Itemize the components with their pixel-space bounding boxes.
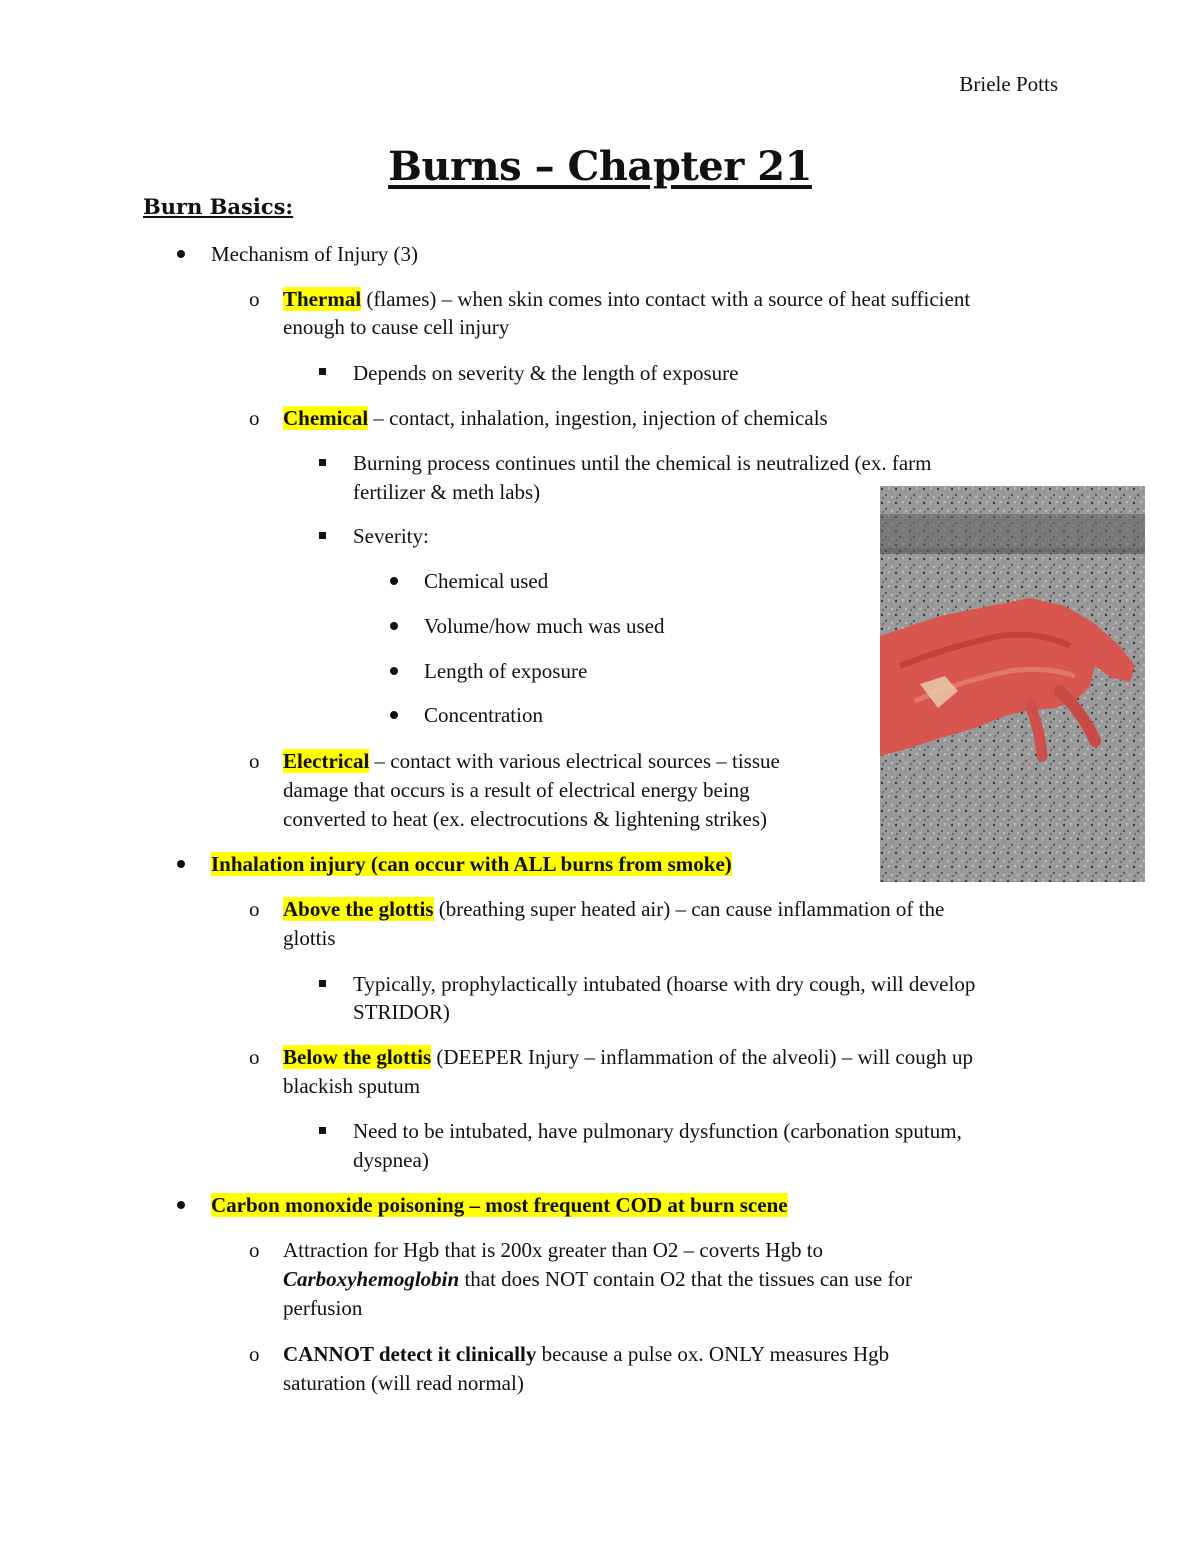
carboxyhemoglobin-term: Carboxyhemoglobin [283, 1267, 460, 1291]
bullet-circle: o [249, 897, 260, 921]
bullet-square [319, 980, 326, 987]
co-item2-desc: because a pulse ox. ONLY measures Hgb [536, 1342, 890, 1366]
bullet-dot [390, 667, 398, 675]
electrical-desc-cont: converted to heat (ex. electrocutions & lightening strikes) [283, 807, 768, 831]
electrical-term: Electrical [283, 749, 370, 773]
above-glottis-sub-cont: STRIDOR) [353, 1000, 450, 1024]
chemical-severity: Severity: [353, 524, 429, 548]
bullet-square [319, 459, 326, 466]
burned-hand-photo [880, 486, 1145, 882]
bullet-dot [390, 577, 398, 585]
below-glottis-desc-cont: blackish sputum [283, 1074, 421, 1098]
above-glottis-term: Above the glottis [283, 897, 434, 921]
thermal-item [283, 285, 970, 314]
severity-factor: Chemical used [424, 569, 549, 593]
bullet-square [319, 532, 326, 539]
thermal-term: Thermal [283, 287, 362, 311]
bullet-circle: o [249, 749, 260, 773]
above-glottis-sub: Typically, prophylactically intubated (hoarse with dry cough, will develop [353, 972, 976, 996]
bullet-dot [177, 1201, 185, 1209]
bullet-square [319, 368, 326, 375]
below-glottis-item [283, 1043, 973, 1072]
bullet-dot [390, 622, 398, 630]
bullet-dot [177, 860, 185, 868]
chemical-sub1: Burning process continues until the chemical is neutralized (ex. farm [353, 451, 932, 475]
bullet-circle: o [249, 287, 260, 311]
inhalation-heading [211, 850, 732, 879]
electrical-desc-cont: damage that occurs is a result of electrical energy being [283, 778, 750, 802]
below-glottis-sub-cont: dyspnea) [353, 1148, 429, 1172]
below-glottis-term: Below the glottis [283, 1045, 432, 1069]
co-item1-cont [283, 1265, 912, 1294]
severity-factor: Concentration [424, 703, 543, 727]
below-glottis-sub: Need to be intubated, have pulmonary dysfunction (carbonation sputum, [353, 1119, 962, 1143]
co-item2-term: CANNOT detect it clinically [283, 1342, 537, 1366]
thermal-desc-cont: enough to cause cell injury [283, 315, 510, 339]
above-glottis-desc-cont: glottis [283, 926, 336, 950]
thermal-desc: (flames) – when skin comes into contact with a source of heat sufficient [361, 287, 971, 311]
above-glottis-desc: (breathing super heated air) – can cause inflammation of the [433, 897, 945, 921]
thermal-sub: Depends on severity & the length of exposure [353, 361, 739, 385]
bullet-dot [390, 711, 398, 719]
chemical-sub1-cont: fertilizer & meth labs) [353, 480, 541, 504]
severity-factor: Volume/how much was used [424, 614, 665, 638]
bullet-square [319, 1127, 326, 1134]
electrical-desc: – contact with various electrical sources – tissue [369, 749, 780, 773]
mechanism-label: Mechanism of Injury (3) [211, 242, 419, 266]
co-item2-cont: saturation (will read normal) [283, 1371, 524, 1395]
page-title: Burns – Chapter 21 [388, 143, 812, 190]
bullet-circle: o [249, 406, 260, 430]
severity-factor: Length of exposure [424, 659, 588, 683]
below-glottis-desc: (DEEPER Injury – inflammation of the alveoli) – will cough up [431, 1045, 973, 1069]
author-name: Briele Potts [959, 72, 1058, 96]
co-item1-cont: perfusion [283, 1296, 363, 1320]
bullet-dot [177, 250, 185, 258]
bullet-circle: o [249, 1045, 260, 1069]
bullet-circle: o [249, 1342, 260, 1366]
co-item1-desc: that does NOT contain O2 that the tissues can use for [459, 1267, 912, 1291]
inhalation-label: Inhalation injury (can occur with ALL burns from smoke) [211, 852, 732, 876]
co-item1: Attraction for Hgb that is 200x greater than O2 – coverts Hgb to [283, 1238, 824, 1262]
chemical-term: Chemical [283, 406, 369, 430]
co-heading [211, 1191, 788, 1220]
electrical-item [283, 747, 780, 776]
co-item2 [283, 1340, 889, 1369]
chemical-item [283, 404, 828, 433]
above-glottis-item [283, 895, 944, 924]
chemical-desc: – contact, inhalation, ingestion, injection of chemicals [368, 406, 828, 430]
co-label: Carbon monoxide poisoning – most frequent COD at burn scene [211, 1193, 788, 1217]
bullet-circle: o [249, 1238, 260, 1262]
section-heading: Burn Basics: [143, 194, 294, 219]
